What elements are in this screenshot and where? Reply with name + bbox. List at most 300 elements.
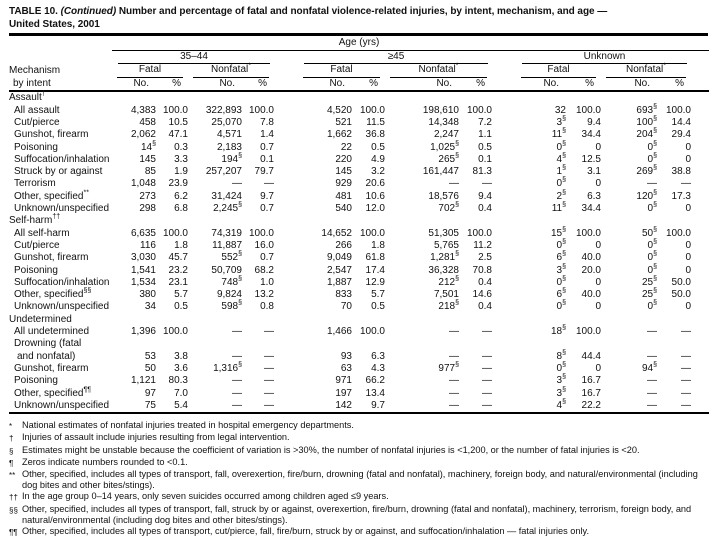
value-cell: 1.9 [174, 166, 188, 178]
value-cell: 1.4 [260, 129, 274, 141]
spacer-cell [691, 338, 709, 363]
spacer-cell [691, 228, 709, 240]
gap-cell [274, 166, 298, 178]
gap-cell [492, 105, 516, 117]
value-cell: 0 [595, 301, 601, 313]
value-cell: 34.4 [581, 203, 601, 215]
value-cell: 204§ [636, 127, 657, 141]
value-cell: — [232, 178, 242, 190]
value-cell: 51,305 [428, 227, 459, 239]
value-cell: 1,025§ [430, 140, 459, 153]
value-cell: — [449, 375, 459, 387]
value-cell: — [482, 387, 492, 399]
value-cell: 97 [144, 387, 156, 399]
table-header [9, 37, 709, 91]
value-cell: 47.1 [168, 129, 188, 141]
value-cell: 1,662 [326, 129, 352, 141]
value-cell: 3.1 [587, 166, 601, 178]
table-title [9, 5, 709, 31]
spacer-cell [691, 154, 709, 166]
value-cell: 0.8 [260, 301, 274, 313]
table-row [9, 105, 709, 117]
age-group-unknown: Unknown [516, 50, 691, 64]
value-cell: 100.0 [466, 227, 492, 239]
value-cell: 40.0 [581, 289, 601, 301]
footnotes [9, 420, 708, 538]
table-row [9, 142, 709, 154]
value-cell: 0.4 [478, 276, 492, 288]
value-cell: 75 [144, 399, 156, 411]
value-cell: 0§ [556, 361, 566, 374]
value-cell: 45.7 [168, 252, 188, 264]
value-cell: 521 [335, 116, 352, 128]
footnote [9, 420, 708, 432]
spacer-cell [691, 326, 709, 338]
value-cell: 3§ [556, 263, 566, 276]
footnote-marker: † [9, 434, 14, 444]
footnote-marker: †† [9, 493, 18, 503]
table-row [9, 363, 709, 375]
title-text: Number and percentage of fatal and nonfatal violence-related injuries, by intent, mechanism, and age — [118, 6, 608, 17]
spacer-cell [691, 277, 709, 289]
value-cell: 9,049 [326, 252, 352, 264]
value-cell: 0 [685, 252, 691, 264]
gap-cell [274, 277, 298, 289]
value-cell: — [647, 375, 657, 387]
table-row [9, 203, 709, 215]
value-cell: 40.0 [581, 252, 601, 264]
row-label: Drowning (fatal and nonfatal) [14, 338, 82, 362]
table-row [9, 265, 709, 277]
value-cell: 22.2 [581, 399, 601, 411]
value-cell: 2,183 [216, 141, 242, 153]
value-cell: 2,245§ [213, 201, 242, 215]
age-group-row [9, 50, 709, 64]
row-label: All undetermined [14, 326, 90, 338]
footnote-text: Zeros indicate numbers rounded to <0.1. [22, 456, 188, 467]
gap-cell [274, 203, 298, 215]
value-cell: 3§ [556, 373, 566, 387]
value-cell: 100.0 [665, 104, 691, 116]
value-cell: 100.0 [575, 326, 601, 338]
value-cell: 12.9 [365, 276, 385, 288]
pct-col-header: % [352, 78, 385, 92]
value-cell: 5,765 [433, 239, 459, 251]
value-cell: 13.2 [254, 289, 274, 301]
value-cell: — [482, 375, 492, 387]
value-cell: — [681, 375, 691, 387]
value-cell: 94§ [641, 361, 657, 374]
value-cell: 1,541 [130, 264, 156, 276]
row-label: All assault [14, 104, 60, 116]
value-cell: 0.7 [260, 141, 274, 153]
value-cell: — [232, 375, 242, 387]
age-group-45-plus: ≥45 [298, 50, 492, 64]
value-cell: — [264, 399, 274, 411]
value-cell: 0 [685, 264, 691, 276]
value-cell: 100.0 [665, 227, 691, 239]
pct-col-header: % [156, 78, 188, 92]
value-cell: 2,062 [130, 129, 156, 141]
value-cell: 81.3 [472, 166, 492, 178]
pct-col-header: % [459, 78, 492, 92]
value-cell: 100.0 [359, 326, 385, 338]
value-cell: 11§ [551, 127, 566, 141]
value-cell: — [647, 350, 657, 362]
value-cell: 145 [139, 153, 156, 165]
row-label: Unknown/unspecified [14, 399, 110, 411]
table-row [9, 277, 709, 289]
value-cell: 25,070 [211, 116, 242, 128]
footnote-text: In the age group 0–14 years, only seven suicides occurred among children aged ≤9 years. [22, 491, 389, 502]
value-cell: 50§ [641, 226, 657, 239]
value-cell: 44.4 [581, 350, 601, 362]
fatal-header: Fatal [112, 64, 188, 78]
value-cell: 18§ [550, 324, 566, 338]
value-cell: 977§ [438, 361, 459, 374]
table-row [9, 178, 709, 190]
value-cell: 0§ [556, 275, 566, 288]
value-cell: 2.5 [478, 252, 492, 264]
value-cell: — [681, 178, 691, 190]
spacer-cell [691, 129, 709, 141]
no-col-header: No. [385, 78, 459, 92]
value-cell: 1,466 [326, 326, 352, 338]
section-header-row [9, 91, 709, 104]
value-cell: 34 [144, 301, 156, 313]
section-title: Self-harm†† [9, 214, 61, 227]
table-row [9, 400, 709, 413]
gap-cell [274, 301, 298, 313]
value-cell: 13.4 [365, 387, 385, 399]
value-cell: 7.2 [478, 116, 492, 128]
value-cell: 265§ [438, 152, 459, 165]
value-cell: 0.1 [260, 153, 274, 165]
value-cell: — [449, 350, 459, 362]
gap-cell [492, 388, 516, 400]
gap-cell [274, 338, 298, 363]
value-cell: 0§ [647, 238, 657, 251]
value-cell: 7.0 [174, 387, 188, 399]
row-label: Poisoning [14, 264, 58, 276]
value-cell: 0§ [647, 201, 657, 215]
value-cell: 34.4 [581, 129, 601, 141]
value-cell: 8§ [556, 349, 566, 362]
value-cell: — [482, 326, 492, 338]
gap-cell [274, 142, 298, 154]
value-cell: 25§ [641, 275, 657, 288]
value-cell: 212§ [438, 275, 459, 288]
gap-cell [274, 64, 298, 78]
value-cell: 7.8 [260, 116, 274, 128]
value-cell: 0.5 [478, 141, 492, 153]
gap-cell [492, 129, 516, 141]
table-row [9, 117, 709, 129]
value-cell: 53 [144, 350, 156, 362]
age-yrs-header: Age (yrs) [112, 37, 709, 50]
gap-cell [492, 142, 516, 154]
value-cell: — [232, 350, 242, 362]
section-title: Assault† [9, 91, 46, 104]
value-cell: 17.4 [365, 264, 385, 276]
row-label: Cut/pierce [14, 116, 60, 128]
gap-cell [492, 117, 516, 129]
footnote [9, 432, 708, 444]
value-cell: 3.8 [174, 350, 188, 362]
gap-cell [274, 289, 298, 301]
row-label: Other, specified§§ [14, 287, 92, 301]
value-cell: 38.8 [671, 166, 691, 178]
value-cell: 50 [144, 362, 156, 374]
value-cell: 9.4 [587, 116, 601, 128]
value-cell: 79.7 [254, 166, 274, 178]
value-cell: — [449, 399, 459, 411]
gap-cell [492, 265, 516, 277]
value-cell: 5.7 [371, 289, 385, 301]
value-cell: 80.3 [168, 375, 188, 387]
value-cell: — [264, 375, 274, 387]
value-cell: 100§ [636, 115, 657, 128]
value-cell: 0.5 [371, 141, 385, 153]
value-cell: — [449, 387, 459, 399]
value-cell: 0§ [647, 300, 657, 313]
value-cell: — [482, 350, 492, 362]
table-row [9, 252, 709, 264]
section-header-row [9, 314, 709, 326]
gap-cell [274, 265, 298, 277]
gap-cell [492, 240, 516, 252]
mechanism-header-line1: Mechanism [9, 65, 61, 77]
value-cell: 36.8 [365, 129, 385, 141]
footnote [9, 491, 708, 503]
value-cell: 298 [139, 203, 156, 215]
value-cell: — [681, 362, 691, 374]
value-cell: 0 [685, 239, 691, 251]
fatal-header: Fatal [298, 64, 385, 78]
mechanism-header-line2: by intent [9, 78, 112, 92]
value-cell: 16.0 [254, 239, 274, 251]
footnote [9, 504, 708, 526]
value-cell: 269§ [636, 164, 657, 178]
value-cell: 273 [139, 190, 156, 202]
pct-col-header: % [242, 78, 274, 92]
row-label: Unknown/unspecified [14, 203, 110, 215]
value-cell: 100.0 [248, 104, 274, 116]
value-cell: 322,893 [205, 104, 242, 116]
row-label: All self-harm [14, 227, 70, 239]
gap-cell [492, 50, 516, 64]
value-cell: 2§ [556, 189, 566, 202]
value-cell: 25§ [641, 287, 657, 301]
spacer-cell [691, 166, 709, 178]
value-cell: 20.0 [581, 264, 601, 276]
age-header-row [9, 37, 709, 50]
value-cell: 9.7 [371, 399, 385, 411]
gap-cell [274, 117, 298, 129]
gap-cell [274, 154, 298, 166]
row-label: Poisoning [14, 375, 58, 387]
value-cell: 4.9 [371, 153, 385, 165]
value-cell: 11,887 [212, 239, 242, 251]
spacer-cell [691, 142, 709, 154]
value-cell: 3§ [556, 386, 566, 399]
value-cell: 257,207 [205, 166, 242, 178]
gap-cell [492, 252, 516, 264]
gap-cell [274, 129, 298, 141]
spacer-cell [691, 375, 709, 387]
value-cell: 6§ [556, 287, 566, 301]
value-cell: — [681, 387, 691, 399]
value-cell: 702§ [438, 201, 459, 215]
title-prefix: TABLE 10. [9, 6, 58, 17]
value-cell: 68.2 [254, 264, 274, 276]
spacer-cell [691, 50, 709, 64]
gap-cell [274, 228, 298, 240]
spacer-cell [691, 178, 709, 190]
value-cell: 0 [595, 239, 601, 251]
value-cell: 161,447 [422, 166, 459, 178]
value-cell: 0.4 [478, 203, 492, 215]
value-cell: — [647, 387, 657, 399]
spacer-cell [691, 400, 709, 413]
value-cell: 693§ [636, 103, 657, 116]
value-cell: — [264, 350, 274, 362]
value-cell: — [449, 178, 459, 190]
footnote-text: Other, specified, includes all types of transport, cut/pierce, fall, fire/burn, struck by or against, and suffocation/inhalation — fatal injuries only. [22, 525, 590, 536]
gap-cell [274, 363, 298, 375]
gap-cell [492, 191, 516, 203]
footnote-marker: * [9, 422, 13, 432]
no-col-header: No. [516, 78, 566, 92]
table-row [9, 191, 709, 203]
value-cell: 1,121 [130, 375, 156, 387]
value-cell: 833 [335, 289, 352, 301]
no-col-header: No. [112, 78, 156, 92]
value-cell: 61.8 [365, 252, 385, 264]
table-row [9, 301, 709, 313]
value-cell: — [681, 350, 691, 362]
value-cell: 552§ [221, 250, 242, 264]
row-label: Terrorism [14, 178, 56, 190]
value-cell: 18,576 [428, 190, 459, 202]
value-cell: 11.2 [473, 239, 492, 251]
value-cell: 85 [144, 166, 156, 178]
value-cell: 971 [335, 375, 352, 387]
top-rule [9, 33, 708, 36]
value-cell: 63 [340, 362, 352, 374]
value-cell: — [647, 399, 657, 411]
spacer-cell [691, 105, 709, 117]
gap-cell [492, 326, 516, 338]
value-cell: 0.7 [260, 252, 274, 264]
value-cell: 380 [139, 289, 156, 301]
gap-cell [274, 375, 298, 387]
value-cell: 0.5 [371, 301, 385, 313]
footnote-marker: ** [9, 470, 16, 480]
row-label: Unknown/unspecified [14, 301, 110, 313]
gap-cell [492, 64, 516, 78]
value-cell: — [482, 362, 492, 374]
value-cell: 29.4 [671, 129, 691, 141]
age-group-35-44: 35–44 [112, 50, 274, 64]
value-cell: 9.7 [260, 190, 274, 202]
value-cell: 50.0 [671, 289, 691, 301]
footnote-text: Injuries of assault include injuries resulting from legal intervention. [22, 432, 290, 443]
spacer-cell [691, 363, 709, 375]
footnote [9, 526, 708, 538]
gap-cell [492, 166, 516, 178]
value-cell: 0.4 [478, 301, 492, 313]
value-cell: 0§ [647, 140, 657, 153]
table-row [9, 338, 709, 363]
value-cell: 3.6 [174, 362, 188, 374]
row-label: Struck by or against [14, 166, 103, 178]
value-cell: — [232, 326, 242, 338]
value-cell: 0§ [647, 263, 657, 276]
value-cell: 12.5 [581, 153, 601, 165]
value-cell: 100.0 [162, 104, 188, 116]
spacer-cell [691, 240, 709, 252]
value-cell: 1,396 [130, 326, 156, 338]
table-row [9, 375, 709, 387]
value-cell: 23.2 [168, 264, 188, 276]
value-cell: — [681, 326, 691, 338]
spacer-cell [691, 64, 709, 78]
value-cell: 6.2 [174, 190, 188, 202]
value-cell: 14.4 [671, 116, 691, 128]
footnote [9, 469, 708, 491]
value-cell: 10.5 [168, 116, 188, 128]
gap-cell [492, 203, 516, 215]
value-cell: 929 [335, 178, 352, 190]
footnote-text: Other, specified, includes all types of transport, fall, overexertion, fire/burn, drowning (fatal and nonfatal), machinery, foreign body, and natural/environmental (including dog bites and other bites/stings). [22, 468, 698, 491]
value-cell: 2,247 [433, 129, 459, 141]
table-row [9, 154, 709, 166]
value-cell: 1,281§ [430, 250, 459, 264]
no-col-header: No. [188, 78, 242, 92]
gap-cell [492, 228, 516, 240]
value-cell: 0.3 [174, 141, 188, 153]
value-cell: 458 [139, 116, 156, 128]
value-cell: — [647, 326, 657, 338]
table-row [9, 289, 709, 301]
gap-cell [274, 191, 298, 203]
value-cell: 1§ [556, 164, 566, 178]
value-cell: 14§ [140, 140, 156, 153]
value-cell: 0 [595, 362, 601, 374]
gap-cell [492, 78, 516, 92]
value-cell: 0 [685, 203, 691, 215]
value-cell: 598§ [221, 300, 242, 313]
value-cell: 6.3 [587, 190, 601, 202]
value-cell: 23.9 [168, 178, 188, 190]
value-cell: 100.0 [359, 227, 385, 239]
row-label: Other, specified** [14, 189, 89, 202]
pct-col-header: % [657, 78, 691, 92]
section-title: Undetermined [9, 313, 72, 325]
value-cell: 0§ [556, 177, 566, 190]
value-cell: 16.7 [581, 375, 601, 387]
value-cell: 0 [595, 276, 601, 288]
empty-cell [9, 50, 112, 64]
gap-cell [274, 326, 298, 338]
gap-cell [274, 178, 298, 190]
value-cell: 1.1 [478, 129, 492, 141]
value-cell: 100.0 [248, 227, 274, 239]
no-col-header: No. [601, 78, 657, 92]
injuries-table [9, 37, 709, 414]
value-cell: 100.0 [359, 104, 385, 116]
